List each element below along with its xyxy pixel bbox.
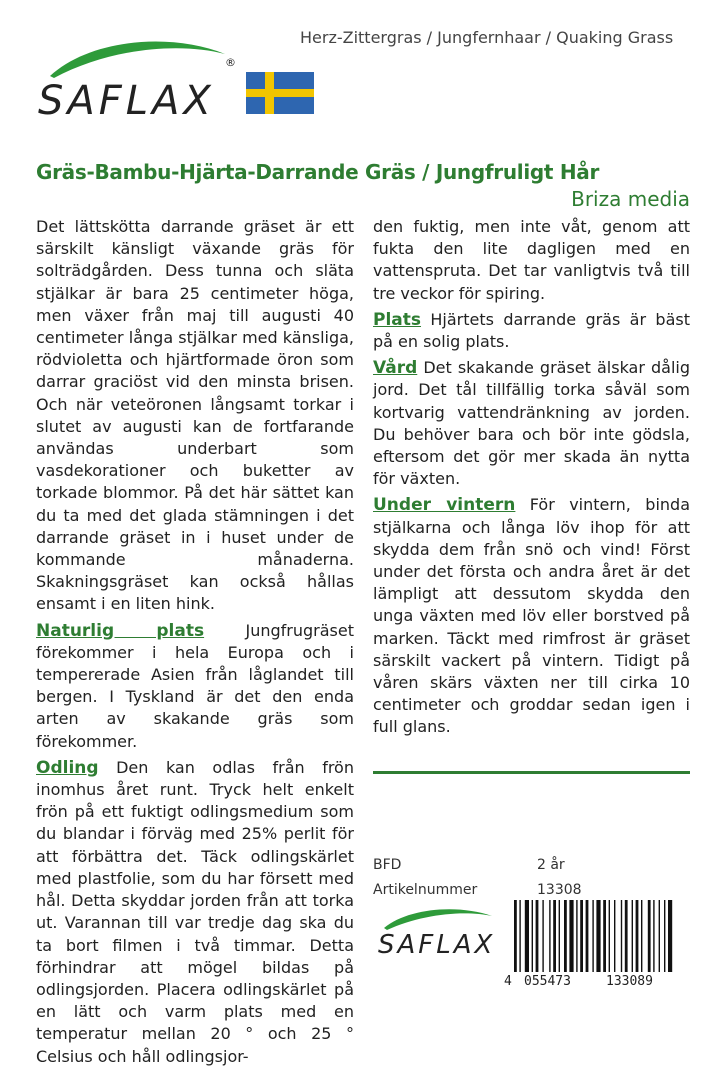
barcode-bar bbox=[553, 900, 556, 972]
location-text: Hjärtets darrande gräs är bäst på en solig plats. bbox=[373, 309, 690, 352]
barcode-bar bbox=[536, 900, 539, 972]
winter-text: För vintern, binda stjälkarna och långa löv ihop för att skydda dem från snö och vind! Först under det första och andra året är det lämpligt att dessutom skydda den unga växten med löv eller borstved på marken. Täckt med rimfrost är gräset särskilt vackert på vintern. Tidigt på våren skärs växten ner till cirka 10 centimeter och groddar sedan igen i full glans. bbox=[373, 495, 690, 737]
barcode-bar bbox=[668, 900, 672, 972]
barcode-bar bbox=[519, 900, 520, 972]
right-column bbox=[373, 216, 690, 743]
article-number-label: Artikelnummer bbox=[373, 882, 478, 898]
barcode-bar bbox=[609, 900, 610, 972]
barcode-bar bbox=[564, 900, 567, 972]
product-common-names: Herz-Zittergras / Jungfernhaar / Quaking Grass bbox=[300, 28, 674, 47]
latin-name: Briza media bbox=[571, 187, 690, 211]
article-number-value: 13308 bbox=[537, 882, 582, 898]
care-text: Det skakande gräset älskar dålig jord. Det tål tillfällig torka såväl som kortvarig vattendränkning av jorden. Du behöver bara och bör inte gödsla, eftersom det gör mer skada än nytta för växten. bbox=[373, 358, 690, 489]
winter-section bbox=[373, 494, 690, 738]
barcode-bar bbox=[580, 900, 583, 972]
winter-heading: Under vintern bbox=[373, 495, 516, 516]
barcode-bar bbox=[664, 900, 665, 972]
barcode-bar bbox=[569, 900, 573, 972]
barcode-bar bbox=[576, 900, 577, 972]
barcode-bar bbox=[614, 900, 615, 972]
care-heading: Vård bbox=[373, 358, 418, 379]
barcode-bar bbox=[559, 900, 560, 972]
barcode-bar bbox=[636, 900, 639, 972]
barcode-bar bbox=[641, 900, 642, 972]
bfd-value: 2 år bbox=[537, 857, 565, 873]
location-section bbox=[373, 309, 690, 353]
barcode-bar bbox=[549, 900, 550, 972]
barcode bbox=[512, 900, 690, 974]
intro-paragraph: Det lättskötta darrande gräset är ett särskilt känsligt växande gräs för solträdgården. Dess tunna och släta stjälkar är bara 25 centimeter höga, men växer från maj till augusti 40 centimeter långa stjälkar med känsliga, rödvioletta och hjärtformade öron som darrar graciöst vid den minsta brisen. Och när veteöronen långsamt torkar i slutet av augusti kan de fortfarande användas underbart som vasdekorationer och buketter av torkade blommor. På det här sättet kan du ta med det glada stämningen i det darrande gräset in i huset under de kommande månaderna. Skakningsgräset kan också hållas ensamt i en liten hink. bbox=[36, 217, 354, 614]
barcode-bar bbox=[659, 900, 660, 972]
barcode-bar bbox=[592, 900, 593, 972]
care-section bbox=[373, 357, 690, 490]
location-heading: Plats bbox=[373, 309, 422, 330]
barcode-right-digits: 133089 bbox=[606, 974, 653, 989]
bfd-label: BFD bbox=[373, 857, 402, 873]
natural-location-section bbox=[36, 620, 354, 753]
barcode-bar bbox=[625, 900, 628, 972]
cultivation-text: Den kan odlas från frön inomhus året runt. Tryck helt enkelt frön på ett fuktigt odlingsmedium som du blandar i förväg med 25% perlit för att förbättra det. Täck odlingskärlet med plastfolie, som du har försett med hål. Detta skyddar jorden från att torka ut. Varannan till var tredje dag ska du ta bort filmen i två timmar. Detta förhindrar att mögel bildas på odlingsjorden. Placera odlingskärlet på en lätt och varm plats med en temperatur mellan 20 ° och 25 ° Celsius och håll odlingsjor- bbox=[36, 757, 354, 1066]
natural-location-heading: Naturlig plats bbox=[36, 620, 205, 641]
section-divider bbox=[373, 771, 690, 774]
cultivation-heading: Odling bbox=[36, 757, 99, 778]
swedish-flag-icon bbox=[246, 72, 314, 114]
barcode-bar bbox=[603, 900, 606, 972]
brand-wordmark: SAFLAX bbox=[38, 78, 215, 124]
left-column bbox=[36, 216, 354, 1072]
saflax-logo bbox=[38, 34, 248, 124]
barcode-bar bbox=[514, 900, 517, 972]
product-title: Gräs-Bambu-Hjärta-Darrande Gräs / Jungfruligt Hår bbox=[36, 160, 600, 184]
barcode-bar bbox=[653, 900, 654, 972]
barcode-bar bbox=[532, 900, 533, 972]
barcode-bar bbox=[525, 900, 529, 972]
registered-mark: ® bbox=[225, 56, 236, 69]
barcode-bar bbox=[596, 900, 600, 972]
natural-location-text: Jungfrugräset förekommer i hela Europa och i tempererade Asien från låglandet till bergen. I Tyskland är det den enda arten av skakande gräs som förekommer. bbox=[36, 620, 354, 751]
barcode-first-digit: 4 bbox=[504, 974, 512, 989]
barcode-left-digits: 055473 bbox=[524, 974, 571, 989]
cultivation-section bbox=[36, 757, 354, 1068]
barcode-bar bbox=[648, 900, 651, 972]
brand-wordmark-small: SAFLAX bbox=[378, 930, 496, 960]
barcode-bar bbox=[586, 900, 589, 972]
cultivation-continued: den fuktig, men inte våt, genom att fukta den lite dagligen med en vattenspruta. Det tar vanligtvis två till tre veckor för spiring. bbox=[373, 217, 690, 303]
saflax-logo-small bbox=[378, 904, 498, 964]
barcode-bar bbox=[632, 900, 633, 972]
barcode-bar bbox=[621, 900, 622, 972]
barcode-bar bbox=[542, 900, 543, 972]
